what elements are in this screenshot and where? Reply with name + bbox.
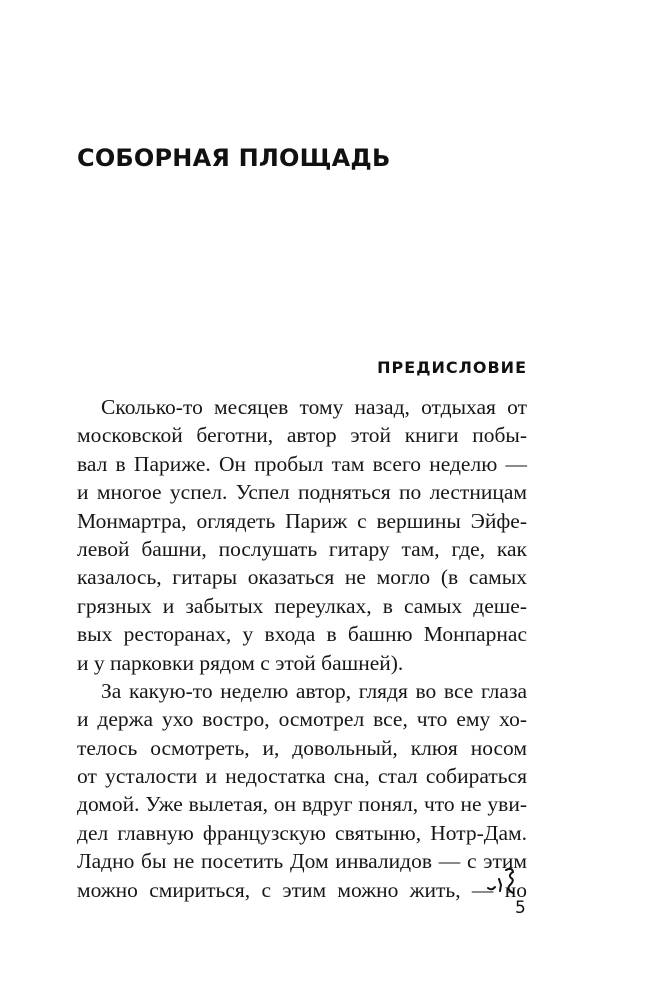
text-line: вых ресторанах, у входа в башню Монпарнас <box>77 622 527 647</box>
chapter-title: СОБОРНАЯ ПЛОЩАДЬ <box>77 144 391 172</box>
text-line: вал в Париже. Он пробыл там всего неделю — <box>77 451 527 476</box>
body-text <box>77 393 527 904</box>
text-line: Ладно бы не посетить Дом инвалидов — с этим <box>77 849 527 874</box>
text-line: дел главную французскую святыню, Нотр-Дам. <box>77 820 527 845</box>
paragraph-1 <box>77 393 527 677</box>
text-line: грязных и забытых переулках, в самых деше- <box>77 593 527 618</box>
text-line: казалось, гитары оказаться не могло (в самых <box>77 565 527 590</box>
text-line: и многое успел. Успел подняться по лестницам <box>77 480 527 505</box>
paragraph-2 <box>77 677 527 904</box>
text-line: можно смириться, с этим можно жить, — но <box>77 877 527 902</box>
text-line: от усталости и недостатка сна, стал собираться <box>77 764 527 789</box>
text-line: телось осмотреть, и, довольный, клюя носом <box>77 735 527 760</box>
section-heading: ПРЕДИСЛОВИЕ <box>377 358 527 377</box>
text-line: За какую-то неделю автор, глядя во все глаза <box>101 678 527 703</box>
text-line: и держа ухо востро, осмотрел все, что ему хо- <box>77 707 527 732</box>
text-line: и у парковки рядом с этой башней). <box>77 650 404 675</box>
text-line: московской беготни, автор этой книги побы- <box>77 423 527 448</box>
page-number: 5 <box>515 898 526 918</box>
text-line: домой. Уже вылетая, он вдруг понял, что не уви- <box>77 792 527 817</box>
text-line: левой башни, послушать гитару там, где, как <box>77 536 527 561</box>
text-line: Монмартра, оглядеть Париж с вершины Эйфе- <box>77 508 527 533</box>
text-line: Сколько-то месяцев тому назад, отдыхая от <box>101 395 527 419</box>
